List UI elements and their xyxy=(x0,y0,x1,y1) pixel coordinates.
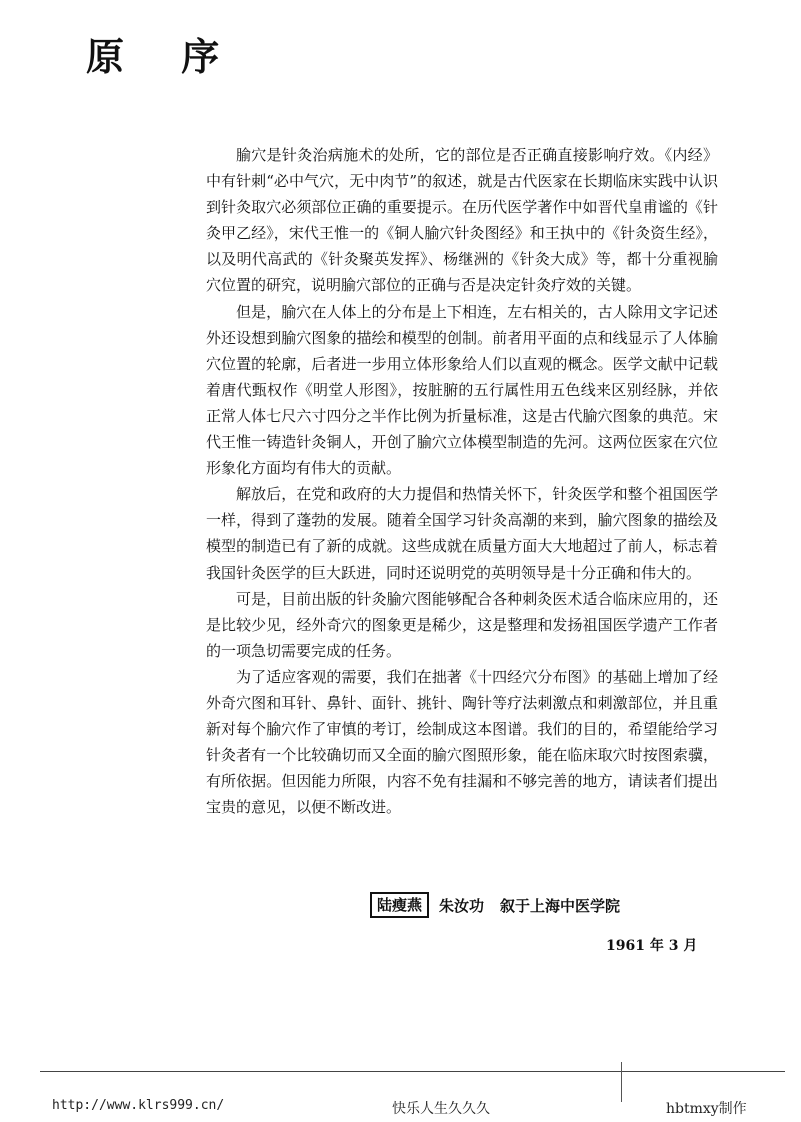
signature-place: 叙于上海中医学院 xyxy=(500,896,621,915)
footer-divider-tick xyxy=(621,1062,622,1102)
footer-divider xyxy=(40,1071,785,1072)
author-name: 朱汝功 xyxy=(439,896,485,915)
paragraph: 解放后，在党和政府的大力提倡和热情关怀下，针灸医学和整个祖国医学一样，得到了蓬勃的发展。随着全国学习针灸高潮的来到，腧穴图象的描绘及模型的制造已有了新的成就。这些成就在质量方面大大地超过了前人，标志着我国针灸医学的巨大跃进，同时还说明党的英明领导是十分正确和伟大的。 xyxy=(206,485,718,582)
paragraph: 腧穴是针灸治病施术的处所，它的部位是否正确直接影响疗效。《内经》中有针刺“必中气穴，无中肉节”的叙述，就是古代医家在长期临床实践中认识到针灸取穴必须部位正确的重要提示。在历代医学著作中如晋代皇甫谧的《针灸甲乙经》，宋代王惟一的《铜人腧穴针灸图经》和王执中的《针灸资生经》，以及明代高武的《针灸聚英发挥》、杨继洲的《针灸大成》等，都十分重视腧穴位置的研究，说明腧穴部位的正确与否是决定针灸疗效的关键。 xyxy=(206,146,718,295)
boxed-author-name: 陆瘦燕 xyxy=(370,892,429,918)
footer-center-text: 快乐人生久久久 xyxy=(392,1101,490,1117)
footer-url: http://www.klrs999.cn/ xyxy=(52,1098,225,1113)
paragraph: 为了适应客观的需要，我们在拙著《十四经穴分布图》的基础上增加了经外奇穴图和耳针、鼻针、面针、挑针、陶针等疗法刺激点和刺激部位，并且重新对每个腧穴作了审慎的考订，绘制成这本图谱。我们的目的，希望能给学习针灸者有一个比较确切而又全面的腧穴图照形象，能在临床取穴时按图索骥，有所依据。但因能力所限，内容不免有挂漏和不够完善的地方，请读者们提出宝贵的意见，以便不断改进。 xyxy=(206,667,718,817)
preface-body xyxy=(206,142,718,820)
signature-line xyxy=(370,892,620,918)
page-title: 原 序 xyxy=(86,35,242,79)
paragraph: 可是，目前出版的针灸腧穴图能够配合各种刺灸医术适合临床应用的，还是比较少见，经外奇穴的图象更是稀少，这是整理和发扬祖国医学遗产工作者的一项急切需要完成的任务。 xyxy=(206,589,718,660)
preface-date: 1961 年 3 月 xyxy=(606,938,698,954)
paragraph: 但是，腧穴在人体上的分布是上下相连，左右相关的，古人除用文字记述外还设想到腧穴图象的描绘和模型的创制。前者用平面的点和线显示了人体腧穴位置的轮廓，后者进一步用立体形象给人们以直观的概念。医学文献中记载着唐代甄权作《明堂人形图》，按脏腑的五行属性用五色线来区别经脉，并依正常人体七尺六寸四分之半作比例为折量标准，这是古代腧穴图象的典范。宋代王惟一铸造针灸铜人，开创了腧穴立体模型制造的先河。这两位医家在穴位形象化方面均有伟大的贡献。 xyxy=(206,302,718,478)
footer-credit: hbtmxy制作 xyxy=(666,1101,747,1117)
